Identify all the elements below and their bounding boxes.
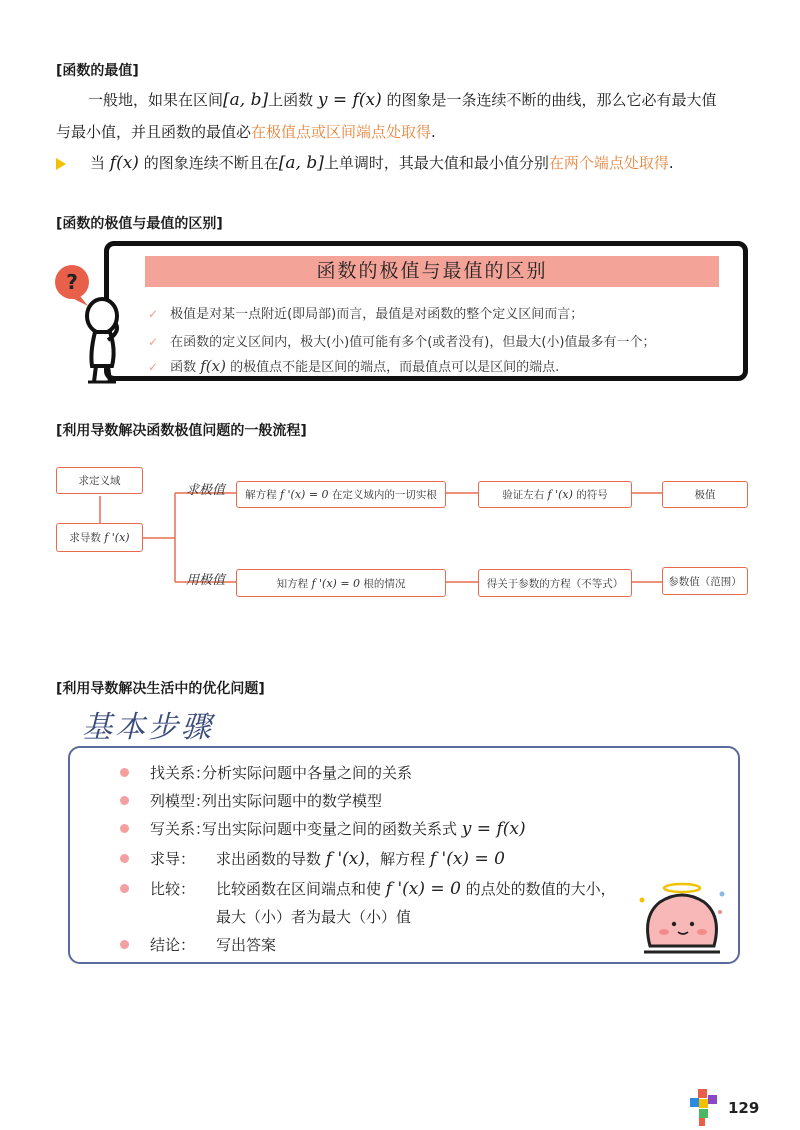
page-number: 129	[728, 1099, 760, 1117]
step-label: 比较：	[150, 880, 196, 898]
text: 知方程	[276, 577, 309, 590]
text: 解方程	[245, 489, 277, 501]
flow-box-domain	[56, 467, 143, 494]
step-label: 找关系：	[150, 764, 211, 782]
flow-box-derivative	[56, 523, 143, 552]
check-icon: ✓	[148, 360, 159, 374]
text: 的极值点不能是区间的端点，而最值点可以是区间的端点.	[230, 360, 560, 375]
step-text	[216, 878, 616, 899]
step-text	[216, 848, 505, 869]
check-icon: ✓	[148, 307, 159, 321]
section-title-difference: [函数的极值与最值的区别]	[56, 216, 223, 232]
flow-box-parameter-range	[662, 567, 748, 595]
text: 极值	[694, 489, 716, 501]
extrema-paragraph-line2	[56, 118, 436, 146]
formula-fprime-zero: f '(x) = 0	[385, 879, 461, 899]
step-label: 结论：	[150, 936, 196, 954]
flow-box-known-roots	[236, 569, 446, 597]
formula-fx: f(x)	[109, 153, 139, 173]
difference-item-2	[148, 331, 656, 350]
step-text: 分析实际问题中各量之间的关系	[202, 764, 413, 782]
text: 写出实际问题中变量之间的函数关系式	[202, 820, 458, 838]
formula-fprime-zero: f '(x) = 0	[311, 576, 361, 590]
flow-box-solve-equation	[236, 481, 446, 508]
flow-box-verify-sign	[478, 481, 632, 508]
step-label: 写关系：	[150, 820, 211, 838]
step-row-3	[0, 818, 800, 842]
step-row-2	[0, 790, 800, 812]
formula-fprime: f '(x)	[104, 531, 130, 544]
difference-item-1	[148, 303, 583, 322]
step-label: 求导：	[150, 850, 196, 868]
text: 的符号	[576, 489, 608, 501]
text: 求定义域	[78, 475, 121, 487]
step-bullet	[120, 796, 129, 805]
highlight-text: 在极值点或区间端点处取得	[251, 123, 432, 141]
text: 上函数	[268, 91, 314, 109]
steps-handwritten-title: 基本步骤	[82, 710, 214, 745]
comparison-banner-title: 函数的极值与最值的区别	[316, 260, 548, 282]
page-logo-icon	[690, 1089, 720, 1127]
interval-ab: [a, b]	[278, 153, 324, 173]
step-row-4	[0, 848, 800, 872]
text: 当	[90, 154, 106, 172]
question-mark: ?	[66, 270, 78, 294]
extrema-bullet-line	[90, 149, 674, 177]
step-row-1	[0, 762, 800, 784]
formula-y-fx: y = f(x)	[317, 90, 382, 110]
formula-fprime: f '(x)	[325, 849, 366, 869]
text: .	[431, 123, 436, 141]
text: 与最小值，并且函数的最值必	[56, 123, 252, 141]
step-text: 列出实际问题中的数学模型	[202, 792, 383, 810]
section-title-optimization: [利用导数解决生活中的优化问题]	[56, 681, 265, 697]
text: 得关于参数的方程（不等式）	[486, 577, 624, 590]
step-bullet	[120, 824, 129, 833]
step-text: 写出答案	[216, 936, 277, 954]
formula-y-fx: y = f(x)	[461, 819, 526, 839]
formula-fprime: f '(x)	[547, 488, 573, 501]
step-label: 列模型：	[150, 792, 211, 810]
text: 求导数	[69, 532, 101, 544]
text: 的点处的数值的大小，	[465, 880, 616, 898]
text: .	[668, 154, 674, 172]
text: 的图象连续不断且在	[143, 154, 279, 172]
text: 在定义域内的一切实根	[331, 489, 437, 501]
text: 验证左右	[502, 489, 545, 501]
difference-item-3	[148, 356, 559, 375]
branch-label-find-extrema: 求极值	[186, 483, 226, 498]
check-icon: ✓	[148, 335, 159, 349]
section-title-extrema: [函数的最值]	[56, 63, 139, 79]
text: 比较函数在区间端点和使	[216, 880, 382, 898]
formula-fprime-zero: f '(x) = 0	[279, 488, 329, 501]
thinking-figure-icon	[50, 262, 130, 386]
text: 函数	[170, 360, 197, 375]
text: 的图象是一条连续不断的曲线，那么它必有最大值	[386, 91, 717, 109]
text: 极值是对某一点附近(即局部)而言，最值是对函数的整个定义区间而言；	[170, 307, 584, 322]
section-title-flow: [利用导数解决函数极值问题的一般流程]	[56, 423, 307, 439]
branch-label-use-extrema: 用极值	[186, 573, 226, 588]
text: 参数值（范围）	[668, 575, 742, 588]
extrema-paragraph-line1	[88, 86, 717, 114]
highlight-text: 在两个端点处取得	[548, 154, 669, 172]
step-bullet	[120, 768, 129, 777]
text: 一般地，如果在区间	[88, 91, 224, 109]
text: ，解方程	[365, 850, 426, 868]
step-bullet	[120, 884, 129, 893]
bullet-triangle-icon	[56, 158, 66, 170]
flow-box-extreme-value	[662, 481, 748, 508]
interval-ab: [a, b]	[223, 90, 269, 110]
text: 根的情况	[363, 577, 406, 590]
text: 上单调时，其最大值和最小值分别	[323, 154, 549, 172]
text: 在函数的定义区间内，极大(小)值可能有多个(或者没有)，但最大(小)值最多有一个；	[170, 335, 656, 350]
formula-fx: f(x)	[200, 357, 226, 375]
step-text	[202, 818, 526, 839]
step-5-continuation: 最大（小）者为最大（小）值	[216, 908, 412, 926]
text: 求出函数的导数	[216, 850, 322, 868]
formula-fprime-zero: f '(x) = 0	[429, 849, 505, 869]
mascot-bun-icon	[636, 876, 728, 958]
step-bullet	[120, 940, 129, 949]
flow-box-parameter-equation	[478, 569, 632, 597]
step-bullet	[120, 854, 129, 863]
